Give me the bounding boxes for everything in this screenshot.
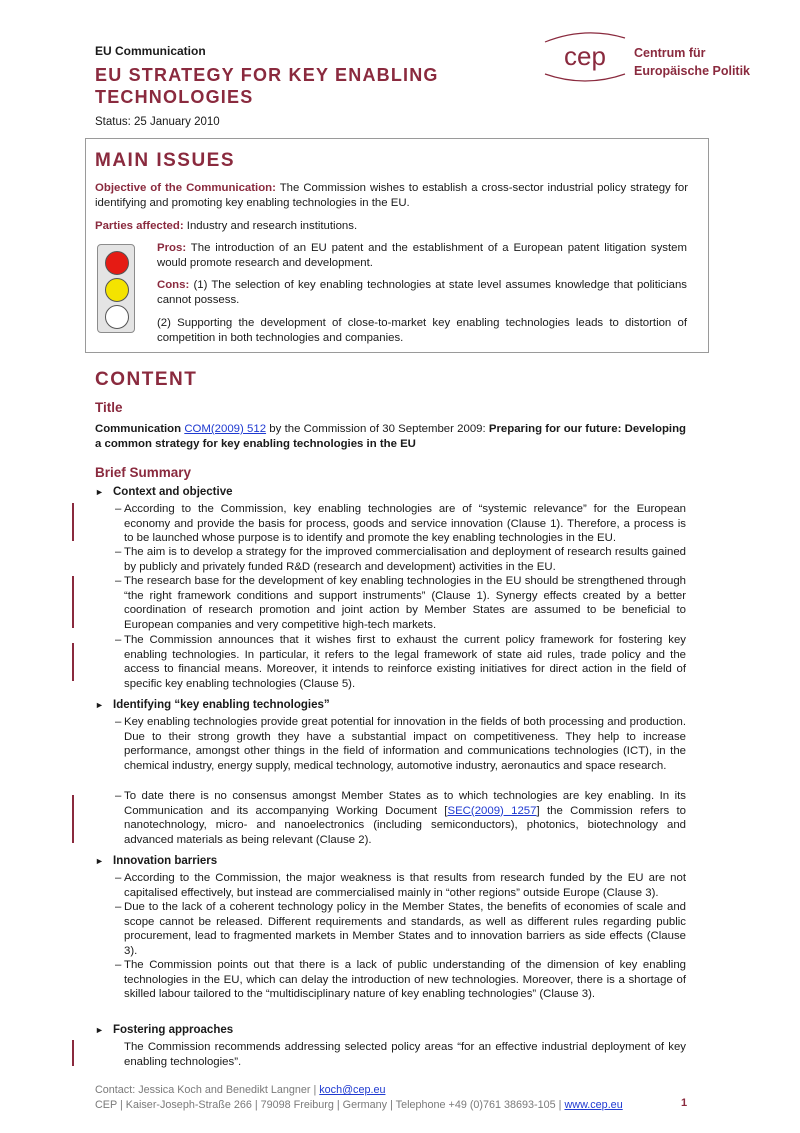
- parties-paragraph: [95, 219, 688, 234]
- logo-line-2: Europäische Politik: [634, 64, 751, 78]
- logo-word: cep: [564, 41, 606, 71]
- page-number: 1: [681, 1097, 688, 1109]
- list-item: – To date there is no consensus amongst Member States as to which technologies are key enabling. In its Communication and its accompanying Working Document [SEC(2009) 1257] the Commission refers to nanotechnology, micro- and nanoelectronics (including semiconductors), photonics, biotechnology and advanced materials as being relevant (Clause 2).: [115, 790, 686, 846]
- dash-icon: –: [115, 790, 122, 802]
- website-link[interactable]: www.cep.eu: [564, 1098, 623, 1111]
- cons-paragraph: [157, 278, 687, 308]
- objective-text: The Commission wishes to establish a cross-sector industrial policy strategy for identifying and promoting key enabling technologies in the EU.: [95, 182, 689, 209]
- cep-logo: [540, 30, 630, 82]
- pros-text: The introduction of an EU patent and the establishment of a European patent litigation system would promote research and development.: [157, 242, 687, 269]
- section-identifying: [95, 699, 330, 711]
- bullet-arrow-icon: ►: [95, 487, 104, 497]
- content-heading: CONTENT: [95, 369, 198, 390]
- dash-icon: –: [115, 959, 122, 971]
- cons-label: Cons:: [157, 279, 190, 291]
- footer: [95, 1083, 695, 1112]
- pros-label: Pros:: [157, 242, 187, 254]
- parties-label: Parties affected:: [95, 220, 184, 232]
- bullet-arrow-icon: ►: [95, 1025, 104, 1035]
- sec-link[interactable]: SEC(2009) 1257: [447, 804, 537, 817]
- com-link[interactable]: COM(2009) 512: [184, 423, 267, 435]
- dash-icon: –: [115, 503, 122, 515]
- cons-paragraph-2: (2) Supporting the development of close-to-market key enabling technologies leads to distortion of competition in both technologies and companies.: [157, 317, 687, 344]
- bullet-arrow-icon: ►: [95, 856, 104, 866]
- dash-icon: –: [115, 716, 122, 728]
- list-item: – Due to the lack of a coherent technology policy in the Member States, the benefits of economies of scale and scope cannot be released. Different requirements and standards, as well as different rules regarding public procurement, lead to fragmented markets in Member States and to innovation barriers as side effects (Clause 3).: [115, 901, 686, 957]
- dash-icon: –: [115, 872, 122, 884]
- document-type: EU Communication: [95, 44, 206, 58]
- title-middle: by the Commission of 30 September 2009:: [266, 423, 489, 435]
- red-light-icon: [105, 251, 129, 275]
- margin-mark: [72, 503, 74, 541]
- document-title: EU STRATEGY FOR KEY ENABLING TECHNOLOGIES: [95, 65, 439, 107]
- margin-mark: [72, 643, 74, 681]
- title-bold: Preparing for our future: Developing a common strategy for key enabling technologies in the EU: [95, 423, 687, 450]
- title-prefix: Communication: [95, 423, 185, 435]
- section-fostering: [95, 1024, 233, 1036]
- document-status: Status: 25 January 2010: [95, 116, 220, 128]
- objective-paragraph: [95, 181, 688, 211]
- section-context: [95, 486, 233, 498]
- green-light-icon: [105, 305, 129, 329]
- footer-address: CEP | Kaiser-Joseph-Straße 266 | 79098 Freiburg | Germany | Telephone +49 (0)761 38693-105 | www.cep.eu: [95, 1098, 623, 1111]
- dash-icon: –: [115, 546, 122, 558]
- dash-icon: –: [115, 901, 122, 913]
- main-issues-heading: MAIN ISSUES: [95, 150, 236, 171]
- dash-icon: –: [115, 575, 122, 587]
- traffic-light-icon: [97, 244, 135, 333]
- section-barriers: [95, 855, 217, 867]
- title-paragraph: [95, 422, 686, 452]
- logo-text: [634, 44, 750, 80]
- logo-line-1: Centrum für: [634, 46, 706, 60]
- margin-mark: [72, 795, 74, 843]
- yellow-light-icon: [105, 278, 129, 302]
- list-item: – The Commission points out that there is a lack of public understanding of the dimension of key enabling technologies in the EU, which can delay the introduction of new technologies. Moreover, there is a shortage of skilled labour tailored to the “multidisciplinary nature of key enabling technologies” (Clause 3).: [115, 959, 686, 1001]
- list-item: – According to the Commission, key enabling technologies are of “systemic relevance” for the European economy and provide the basis for process, goods and service innovation (Clause 1). Therefore, a process is to be launched whose purpose is to identify and promote the key enabling technologies in the EU.: [115, 503, 686, 545]
- pros-paragraph: [157, 241, 687, 271]
- section-title: Innovation barriers: [113, 855, 218, 867]
- section-title: Identifying “key enabling technologies”: [113, 699, 330, 711]
- list-item: – The aim is to develop a strategy for the improved commercialisation and deployment of research results gained by publicly and privately funded R&D (research and development) activities in the EU.: [115, 546, 686, 573]
- margin-mark: [72, 576, 74, 628]
- dash-icon: –: [115, 634, 122, 646]
- email-link[interactable]: koch@cep.eu: [319, 1084, 386, 1096]
- section-title: Context and objective: [113, 486, 233, 498]
- summary-heading: Brief Summary: [95, 465, 192, 480]
- list-item: – The Commission announces that it wishes first to exhaust the current policy framework for fostering key enabling technologies. In particular, it refers to the legal framework of state aid rules, trade policy and the access to financial means. Moreover, it intends to reinforce existing initiatives for direct action in the field of specific key enabling technologies (Clause 5).: [115, 634, 686, 690]
- list-item: – According to the Commission, the major weakness is that results from research funded by the EU are not capitalised effectively, but instead are commercialised mainly in “other regions” outside Europe (Clause 3).: [115, 872, 686, 899]
- list-item: – The research base for the development of key enabling technologies in the EU should be strengthened through “the right framework conditions and support instruments” (Clause 1). Synergy effects created by a better coordination of research promotion and joint action by Member States are assumed to be beneficial to European companies and very competitive high-tech markets.: [115, 575, 686, 631]
- title-heading: Title: [95, 400, 123, 415]
- cons-text: (1) The selection of key enabling technologies at state level assumes knowledge that politicians cannot possess.: [157, 279, 687, 306]
- footer-contact: Contact: Jessica Koch and Benedikt Langner | koch@cep.eu: [95, 1084, 386, 1096]
- section-text: The Commission recommends addressing selected policy areas “for an effective industrial deployment of key enabling technologies”.: [124, 1041, 686, 1068]
- list-item: – Key enabling technologies provide great potential for innovation in the fields of both processing and production. Due to their strong growth they have a substantial impact on competitiveness. They help to increase performance, amongst other things in the field of information and communications technologies (ICT), in the chemical industry, energy supply, medical technology, automotive industry, aeronautics and space research.: [115, 716, 686, 772]
- parties-text: Industry and research institutions.: [183, 220, 358, 232]
- bullet-arrow-icon: ►: [95, 700, 104, 710]
- section-title: Fostering approaches: [113, 1024, 234, 1036]
- margin-mark: [72, 1040, 74, 1066]
- objective-label: Objective of the Communication:: [95, 182, 276, 194]
